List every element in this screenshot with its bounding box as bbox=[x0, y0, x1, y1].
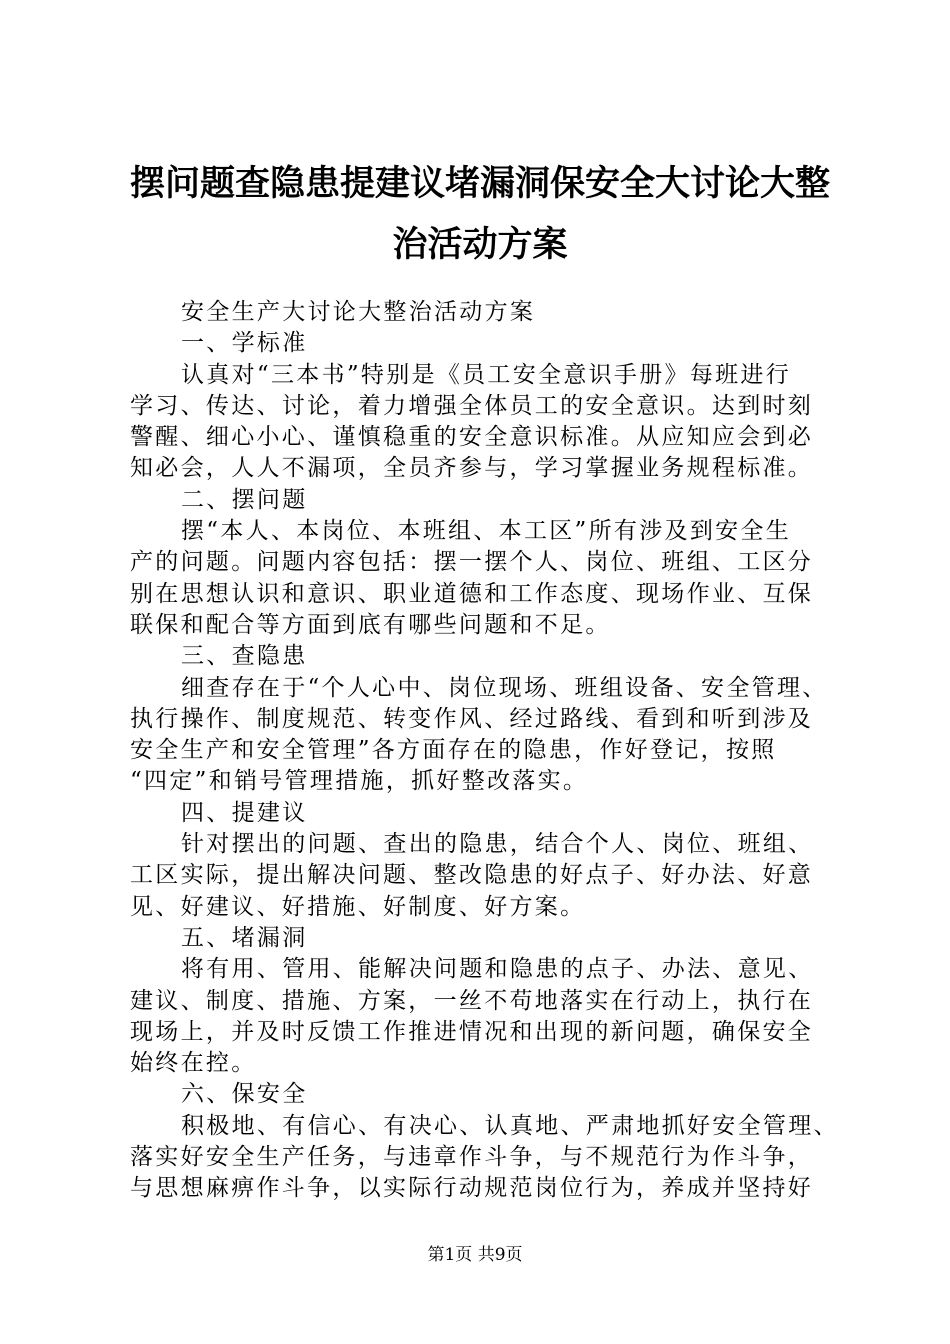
section-heading: 二、摆问题 bbox=[181, 486, 308, 513]
section-heading: 一、学标准 bbox=[181, 330, 308, 357]
paragraph-line: 产的问题。问题内容包括：摆一摆个人、岗位、班组、工区分 bbox=[130, 549, 814, 576]
paragraph-line: 针对摆出的问题、查出的隐患，结合个人、岗位、班组、 bbox=[181, 831, 814, 858]
document-title-line-2: 治活动方案 bbox=[392, 224, 568, 265]
section-heading: 三、查隐患 bbox=[181, 643, 308, 670]
paragraph-line: 工区实际，提出解决问题、整改隐患的好点子、好办法、好意 bbox=[130, 862, 814, 889]
paragraph-line: 学习、传达、讨论，着力增强全体员工的安全意识。达到时刻 bbox=[130, 392, 814, 419]
paragraph-line: 警醒、细心小心、谨慎稳重的安全意识标准。从应知应会到必 bbox=[130, 424, 814, 451]
paragraph-line: 联保和配合等方面到底有哪些问题和不足。 bbox=[130, 611, 611, 638]
paragraph-line: “四定”和销号管理措施，抓好整改落实。 bbox=[130, 768, 589, 795]
page-number-footer: 第1页 共9页 bbox=[427, 1245, 523, 1265]
paragraph-line: 安全生产和安全管理”各方面存在的隐患，作好登记，按照 bbox=[130, 737, 777, 764]
paragraph-line: 将有用、管用、能解决问题和隐患的点子、办法、意见、 bbox=[181, 956, 814, 983]
paragraph-line: 建议、制度、措施、方案，一丝不苟地落实在行动上，执行在 bbox=[130, 987, 814, 1014]
paragraph-line: 摆“本人、本岗位、本班组、本工区”所有涉及到安全生 bbox=[181, 518, 792, 545]
paragraph-line: 现场上，并及时反馈工作推进情况和出现的新问题，确保安全 bbox=[130, 1018, 814, 1045]
section-heading: 六、保安全 bbox=[181, 1081, 308, 1108]
paragraph-line: 见、好建议、好措施、好制度、好方案。 bbox=[130, 893, 586, 920]
paragraph-line: 知必会，人人不漏项，全员齐参与，学习掌握业务规程标准。 bbox=[130, 455, 814, 482]
paragraph-line: 落实好安全生产任务，与违章作斗争，与不规范行为作斗争， bbox=[130, 1144, 814, 1171]
paragraph-line: 与思想麻痹作斗争，以实际行动规范岗位行为，养成并坚持好 bbox=[130, 1175, 814, 1202]
paragraph-line: 始终在控。 bbox=[130, 1050, 257, 1077]
paragraph-line: 执行操作、制度规范、转变作风、经过路线、看到和听到涉及 bbox=[130, 705, 814, 732]
paragraph-line: 细查存在于“个人心中、岗位现场、班组设备、安全管理、 bbox=[181, 674, 828, 701]
document-body bbox=[130, 297, 850, 1205]
subtitle: 安全生产大讨论大整治活动方案 bbox=[181, 299, 536, 325]
paragraph-line: 积极地、有信心、有决心、认真地、严肃地抓好安全管理、 bbox=[181, 1112, 839, 1139]
document-title-line-1: 摆问题查隐患提建议堵漏洞保安全大讨论大整 bbox=[129, 163, 830, 204]
section-heading: 四、提建议 bbox=[181, 799, 308, 826]
paragraph-line: 别在思想认识和意识、职业道德和工作态度、现场作业、互保 bbox=[130, 580, 814, 607]
paragraph-line: 认真对“三本书”特别是《员工安全意识手册》每班进行 bbox=[181, 361, 792, 388]
section-heading: 五、堵漏洞 bbox=[181, 924, 308, 951]
